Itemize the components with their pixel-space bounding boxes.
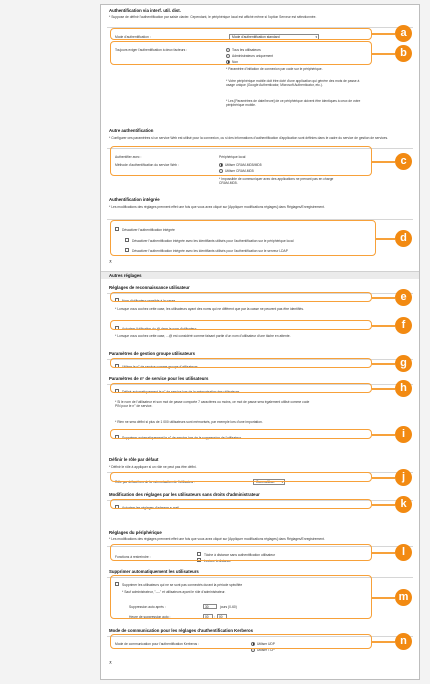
leader-line	[372, 552, 395, 554]
callout-badge-l: l	[395, 544, 412, 561]
auth-with-label: Authentifier avec :	[115, 155, 142, 159]
delete-minute-input[interactable]: 00	[217, 614, 227, 619]
two-factor-label: Toujours exiger l'authentification à deux facteurs :	[115, 48, 188, 52]
radio-label: Utiliser UDP	[257, 642, 275, 646]
callout-badge-k: k	[395, 496, 412, 513]
callout-box-l	[110, 544, 372, 561]
kerberos-label: Mode de communication pour l'authentification Kerberos :	[115, 642, 200, 646]
callout-badge-g: g	[395, 355, 412, 372]
radio-label: Utiliser CRAM-MD5	[225, 169, 254, 173]
leader-line	[372, 161, 395, 163]
checkbox-label: Autoriser les réglages d'adresse e-mail	[122, 505, 179, 510]
checkbox-label: Supprimer automatiquement le n° de service lors de la suppression de l'utilisateur	[122, 435, 242, 440]
chevron-down-icon: ▾	[281, 479, 283, 484]
section-note: * Les modifications des réglages prennent effet une fois que vous avez cliqué sur [Appliquer modifications réglages] dans Réglages/Enregistrement.	[109, 537, 325, 541]
callout-badge-c: c	[395, 153, 412, 170]
checkbox-label: Nom d'utilisateur sensible à la casse	[122, 298, 176, 303]
role-label: Rôle par défaut lors de la mémorisation de l'utilisateur :	[115, 480, 196, 484]
callout-badge-d: d	[395, 230, 412, 247]
back-to-top-icon[interactable]: ⊼	[109, 259, 112, 264]
delete-after-unit: jours (0-60)	[220, 605, 237, 609]
auth-with-value: Périphérique local	[219, 155, 246, 159]
callout-box-g	[110, 358, 372, 368]
two-factor-note: * Paramètre d'initiation de connexion par code sur le périphérique.	[226, 67, 323, 71]
section-heading-group: Paramètres de gestion groupe utilisateurs	[109, 351, 195, 356]
callout-badge-a: a	[395, 25, 412, 42]
callout-badge-h: h	[395, 380, 412, 397]
delete-after-label: Suppression auto après :	[129, 605, 166, 609]
restrict-label: Fonctions à restreindre :	[115, 555, 151, 559]
radio-label: Non	[232, 60, 239, 64]
leader-line	[372, 434, 395, 436]
callout-badge-j: j	[395, 469, 412, 486]
radio-label: Utiliser CRAM-MD5/MD5	[225, 163, 262, 167]
callout-box-b	[110, 41, 372, 65]
leader-line	[372, 597, 395, 599]
section-heading-nonadmin: Modification des réglages par les utilisateurs sans droits d'administrateur	[109, 492, 260, 497]
leader-line	[372, 297, 395, 299]
two-factor-note: * Les [Paramètres de date/heure] de ce périphérique doivent être identiques à ceux de votre périphérique mobile.	[226, 99, 361, 108]
checkbox-label: Supprimer les utilisateurs qui ne se sont pas connectés durant la période spécifiée	[122, 582, 243, 587]
callout-box-c	[110, 146, 372, 176]
callout-box-d	[110, 220, 376, 256]
callout-badge-n: n	[395, 633, 412, 650]
checkbox-label: Utiliser le n° de service comme groupe d'utilisateurs	[122, 364, 198, 369]
section-heading-role: Définir le rôle par défaut	[109, 457, 159, 462]
role-note: * Définir le rôle à appliquer si un rôle ne peut pas être défini.	[109, 465, 197, 469]
two-factor-note: * Votre périphérique mobile doit être doté d'une application qui génère des mots de passe à usage unique (Google Authenticator, Microsoft Authenticator, etc.).	[226, 79, 360, 88]
section-heading-device: Réglages du périphérique	[109, 530, 162, 535]
allow-at-note: * Lorsque vous cochez cette case, ...@ est considéré comme faisant partie d'un nom d'utilisateur d'une tâche en attente.	[115, 334, 291, 338]
callout-box-n	[110, 634, 372, 649]
radio-label: Administrateurs uniquement	[232, 54, 274, 58]
callout-box-m	[110, 575, 372, 619]
back-to-top-icon[interactable]: ⊼	[109, 660, 112, 665]
delete-time-label: Heure de suppression auto :	[129, 615, 171, 619]
section-heading-integrated: Authentification intégrée	[109, 197, 160, 202]
section-note: * Suppose de définir l'authentification par saisie clavier. Cependant, le périphérique local est affiché même si l'option Serveur est sélectionnée.	[109, 15, 317, 19]
section-heading-recognition: Réglages de reconnaissance utilisateur	[109, 285, 190, 290]
chevron-down-icon: ▾	[315, 34, 317, 39]
callout-box-i	[110, 429, 372, 439]
callout-badge-i: i	[395, 426, 412, 443]
callout-box-h	[110, 383, 372, 393]
leader-line	[372, 504, 395, 506]
callout-box-k	[110, 499, 372, 509]
callout-box-j	[110, 472, 372, 482]
section-heading-dept: Paramètres de n° de service pour les utilisateurs	[109, 376, 209, 381]
callout-badge-e: e	[395, 289, 412, 306]
delete-after-input[interactable]: 30	[203, 604, 217, 609]
leader-line	[372, 33, 395, 35]
checkbox-label: Définir automatiquement le n° de service lors de la mémorisation des utilisateurs	[122, 389, 240, 394]
section-heading-other-auth: Autre authentification	[109, 128, 154, 133]
method-label: Méthode d'authentification du service Web :	[115, 163, 179, 167]
method-note: * Impossible de communiquer avec des applications ne prenant pas en charge CRAM-MD5.	[219, 177, 334, 186]
time-separator: :	[214, 615, 215, 619]
section-heading-kerberos: Mode de communication pour les réglages d'authentification Kerberos	[109, 628, 254, 633]
leader-line	[372, 363, 395, 365]
callout-badge-f: f	[395, 317, 412, 334]
leader-line	[372, 641, 395, 643]
radio-label: Utiliser TCP	[257, 648, 275, 652]
checkbox-label: Lecture à distance	[204, 558, 231, 563]
callout-box-f	[110, 320, 372, 330]
callout-badge-b: b	[395, 45, 412, 62]
auth-mode-label: Mode d'authentification :	[115, 35, 151, 39]
checkbox-label: Tâche à distance sans authentification utilisateur	[204, 552, 276, 557]
section-heading-remote-auth: Authentification via interf. util. dist.	[109, 8, 181, 13]
checkbox-label: Désactiver l'authentification intégrée	[122, 227, 175, 232]
case-note: * Lorsque vous cochez cette case, les utilisateurs ayant des noms qui ne diffèrent que par la casse ne peuvent pas être identifiés.	[115, 307, 304, 311]
leader-line	[372, 388, 395, 390]
leader-line	[372, 477, 395, 479]
delete-hour-input[interactable]: 00	[203, 614, 213, 619]
leader-line	[376, 238, 395, 240]
default-role-select[interactable]: GeneralUser ▾	[253, 479, 285, 485]
callout-box-e	[110, 292, 372, 302]
section-note: * Configurer ces paramètres si un service Web est utilisé pour la connexion, ou si des informations d'authentification d'application sont définies dans le cadre du service de gestion de services.	[109, 136, 389, 140]
callout-box-a	[110, 28, 372, 40]
checkbox-label: Autoriser l'utilisation du @ dans le nom d'utilisateur	[122, 326, 197, 331]
leader-line	[372, 325, 395, 327]
section-note: * Les modifications des réglages prennent effet une fois que vous avez cliqué sur [Appliquer modifications réglages] dans Réglages/Enregistrement.	[109, 205, 325, 209]
dept-note: * Si le nom de l'utilisateur et son mot de passe comporte 7 caractères ou moins, ce mot de passe sera également utilisé comme code PIN pour le n° de service.	[115, 400, 310, 409]
autodel-note: * Sauf administrateur, "----" et utilisateurs ayant le rôle d'administrateur.	[122, 590, 226, 594]
section-heading-autodelete: Supprimer automatiquement les utilisateurs	[109, 569, 199, 574]
section-bar-other-settings	[101, 271, 419, 279]
dept-note: * Rien ne sera défini si plus de 1 000 utilisateurs sont mémorisés, par exemple lors d'une importation.	[115, 420, 263, 424]
section-title: Autres réglages	[109, 273, 142, 278]
radio-label: Tous les utilisateurs	[232, 48, 261, 52]
checkbox-label: Désactiver l'authentification intégrée avec les identifiants utilisés pour l'authentification sur le serveur LDAP	[132, 248, 288, 253]
leader-line	[372, 53, 395, 55]
checkbox-label: Désactiver l'authentification intégrée avec les identifiants utilisés pour l'authentification sur le périphérique local	[132, 238, 294, 243]
callout-badge-m: m	[395, 589, 412, 606]
auth-mode-select[interactable]: Mode d'authentification standard ▾	[229, 34, 319, 40]
